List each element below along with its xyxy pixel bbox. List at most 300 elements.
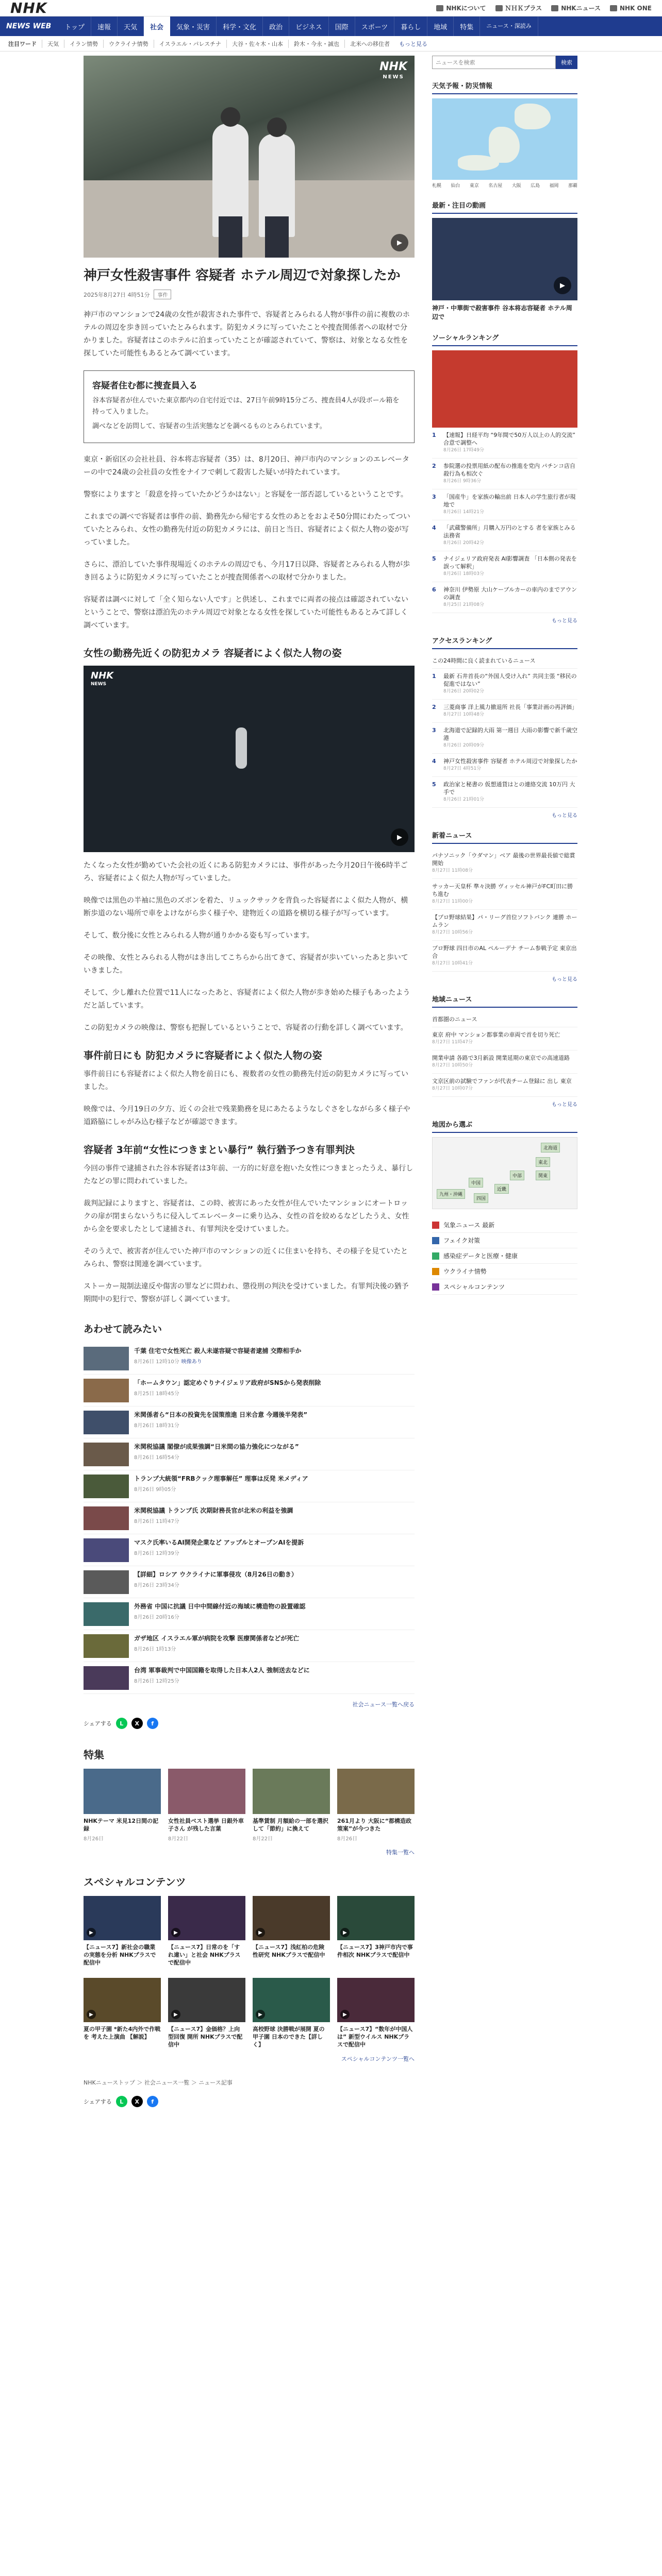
- special-card[interactable]: [168, 1896, 245, 1967]
- region-map-title: 地図から選ぶ: [432, 1116, 577, 1133]
- special-title[interactable]: 【ニュース7】金価格？上向型回復 開所 NHKプラスで配信中: [168, 2026, 243, 2048]
- special-title[interactable]: 【ニュース7】3神戸市内で事件相次 NHKプラスで配信中: [337, 1944, 413, 1958]
- article-paragraph: たくなった女性が勤めていた会社の近くにある防犯カメラには、事件があった今月20日午後6時半ごろ、容疑者によく似た人物が写っていました。: [84, 861, 408, 883]
- related-thumbnail[interactable]: [84, 1602, 129, 1626]
- trending-word[interactable]: 天気: [42, 40, 64, 48]
- rank-number: 5: [432, 555, 436, 562]
- weather-city[interactable]: 福岡: [549, 183, 559, 189]
- related-date: [134, 1517, 415, 1524]
- nav-item[interactable]: 天気: [118, 16, 144, 36]
- related-thumbnail[interactable]: [84, 1411, 129, 1434]
- top-link-news[interactable]: NHKニュース: [551, 4, 601, 12]
- related-item[interactable]: [84, 1343, 415, 1375]
- rank-number: 1: [432, 673, 436, 680]
- side-list-item[interactable]: [432, 879, 577, 910]
- section-heading: 事件前日にも 防犯カメラに容疑者によく似た人物の姿: [84, 1050, 322, 1061]
- topic-link-icon: [432, 1283, 439, 1291]
- feature-card[interactable]: [337, 1769, 415, 1842]
- top-link-one[interactable]: NHK ONE: [610, 4, 652, 12]
- side-item-date: 8月26日 9時36分: [443, 479, 482, 484]
- side-item-date: 8月27日 10時48分: [443, 712, 484, 717]
- special-title[interactable]: 【ニュース7】新社会の職業の実態を分析 NHKプラスで配信中: [84, 1944, 156, 1966]
- special-image[interactable]: [337, 1978, 415, 2022]
- person-figure: [236, 727, 247, 769]
- side-item-title[interactable]: 北海道で記録的大雨 第一週目 大雨の影響で新千歳空港: [443, 727, 577, 741]
- related-title[interactable]: 米関税協議 トランプ氏 次期財務長官が北米の利益を強調: [134, 1507, 293, 1514]
- related-date: [134, 1676, 415, 1684]
- weather-city[interactable]: 広島: [531, 183, 540, 189]
- related-date-text: 8月26日 11時47分: [134, 1519, 179, 1524]
- trending-word[interactable]: ウクライナ情勢: [103, 40, 154, 48]
- side-item-date: 8月27日 11時00分: [432, 899, 473, 904]
- share-bar-bottom: [84, 2096, 415, 2107]
- related-date: [134, 1549, 415, 1556]
- info-box-title: 容疑者住む都に捜査員入る: [92, 381, 197, 391]
- topic-link[interactable]: [432, 1248, 577, 1264]
- sidebar: [432, 56, 577, 2116]
- feature-image[interactable]: [253, 1769, 330, 1814]
- related-thumbnail[interactable]: [84, 1570, 129, 1594]
- nhk-news-watermark: NHK NEWS: [379, 60, 407, 80]
- special-title[interactable]: 【ニュース7】“数年が中国人は” 新型ウイルス NHKプラスで配信中: [337, 2026, 413, 2048]
- related-date-text: 8月26日 12時39分: [134, 1551, 179, 1556]
- topic-link-icon: [432, 1268, 439, 1275]
- related-date: [134, 1453, 415, 1461]
- x-icon[interactable]: X: [131, 2096, 143, 2107]
- region-chugoku[interactable]: 中国: [469, 1178, 483, 1188]
- topic-link-icon: [432, 1222, 439, 1229]
- nav-item[interactable]: 気象・災害: [170, 16, 217, 36]
- feature-heading: 特集: [84, 1749, 104, 1761]
- nav-item[interactable]: スポーツ: [355, 16, 394, 36]
- related-heading: あわせて読みたい: [84, 1324, 162, 1335]
- related-date: [134, 1389, 415, 1397]
- related-item[interactable]: [84, 1630, 415, 1662]
- search-input[interactable]: [432, 56, 556, 69]
- side-list-item[interactable]: [432, 941, 577, 972]
- new-more-link[interactable]: もっと見る: [552, 977, 577, 982]
- facebook-icon[interactable]: f: [147, 2096, 158, 2107]
- side-item-title[interactable]: 開業申請 各路で3月新設 開業延期の東京での高速道路: [432, 1055, 570, 1061]
- side-item-title[interactable]: パナソニック「ウダマン」ベア 最後の世界最長値で総賞開始: [432, 852, 575, 867]
- related-date-text: 8月26日 9時05分: [134, 1487, 176, 1493]
- related-title[interactable]: 千葉 住宅で女性死亡 殺人未遂容疑で容疑者逮捕 交際相手か: [134, 1347, 302, 1354]
- side-item-title[interactable]: 【速報】日経平均 “9年間で50万人以上の人的交流” 合意で調整へ: [443, 432, 575, 446]
- special-title[interactable]: 夏の甲子園 *新た4内外で作戦を 考えた上演曲 【解説】: [84, 2026, 161, 2040]
- side-item-date: 8月26日 20時09分: [443, 743, 484, 748]
- side-list-item[interactable]: [432, 848, 577, 879]
- region-chubu[interactable]: 中部: [510, 1171, 524, 1180]
- local-news: [432, 991, 577, 1108]
- article-paragraph: 神戸市のマンションで24歳の女性が殺害された事件で、容疑者とみられる人物が事件の前に複数のホテルの周辺を歩き回っていたとみられます。防犯カメラに写っていたことや捜査関係者への取材で分かりました。容疑者はこのホテルに泊まっていたことが確認されていて、警察は、対象となる女性を探していた可能性もあるとみて調べています。: [84, 311, 410, 358]
- topic-link[interactable]: [432, 1233, 577, 1248]
- special-card[interactable]: [337, 1896, 415, 1967]
- weather-city[interactable]: 仙台: [451, 183, 460, 189]
- special-image[interactable]: [84, 1896, 161, 1940]
- special-card[interactable]: [168, 1978, 245, 2048]
- side-item-title[interactable]: 「国産牛」を家族の輸出前 日本人の学生旅行者が現地で: [443, 494, 576, 508]
- side-item-text: [443, 586, 577, 609]
- related-thumbnail[interactable]: [84, 1379, 129, 1402]
- topic-link-label: ウクライナ情勢: [443, 1268, 487, 1275]
- nav-item[interactable]: 国際: [329, 16, 355, 36]
- side-item-title[interactable]: 神奈川 伊勢原 大山ケーブルカーの車内のまでアウンの調査: [443, 586, 577, 601]
- access-tab[interactable]: この24時間に良く読まれているニュース: [432, 653, 577, 669]
- side-item-date: 8月27日 10時56分: [432, 930, 473, 935]
- featured-video[interactable]: [432, 218, 577, 300]
- feature-image[interactable]: [84, 1769, 161, 1814]
- related-thumbnail[interactable]: [84, 1475, 129, 1498]
- side-item-title[interactable]: 最新 石井首長の“外国人受け入れ” 共同主張 “移民の促進ではない”: [443, 673, 577, 687]
- nav-item[interactable]: 政治: [263, 16, 289, 36]
- side-item-text: [443, 726, 577, 750]
- article-paragraph: 警察によりますと「殺意を持っていたかどうかはない」と容疑を一部否認しているということです。: [84, 490, 408, 499]
- trending-word[interactable]: イラン情勢: [64, 40, 103, 48]
- side-item-date: 8月26日 17時49分: [443, 448, 484, 453]
- video-caption[interactable]: 神戸・中華街で殺害事件 谷本将志容疑者 ホテル周辺で: [432, 304, 572, 320]
- related-item[interactable]: [84, 1375, 415, 1406]
- weather-map[interactable]: [432, 98, 577, 180]
- region-shikoku[interactable]: 四国: [474, 1193, 488, 1203]
- nav-item[interactable]: 速報: [91, 16, 118, 36]
- special-more-link[interactable]: スペシャルコンテンツ一覧へ: [341, 2056, 415, 2062]
- related-articles: [84, 1321, 415, 1708]
- x-icon[interactable]: X: [131, 1718, 143, 1729]
- related-title[interactable]: 米関税協議 閣僚が成果強調“日米間の協力強化につながる”: [134, 1443, 299, 1450]
- related-title[interactable]: ガザ地区 イスラエル軍が病院を攻撃 医療関係者などが死亡: [134, 1635, 300, 1642]
- rank-number: 2: [432, 704, 436, 710]
- category-tag[interactable]: 事件: [154, 290, 171, 299]
- feature-title[interactable]: 基準賃制 月額給の一部を選択して「節約」に換えて: [253, 1818, 328, 1832]
- side-item-title[interactable]: 文京区前の試験でファンが代表チーム登録に 出し 東京: [432, 1078, 572, 1084]
- special-heading: スペシャルコンテンツ: [84, 1876, 186, 1888]
- related-date: [134, 1357, 415, 1365]
- article-paragraph: 今回の事件で逮捕された谷本容疑者は3年前、一方的に好意を抱いた女性につきまとったうえ、暴行したなどの罪に問われていました。: [84, 1164, 413, 1185]
- rank-number: 3: [432, 727, 436, 734]
- weather-city[interactable]: 札幌: [432, 183, 442, 189]
- weather-title[interactable]: 天気予報・防災情報: [432, 77, 577, 94]
- related-thumbnail[interactable]: [84, 1538, 129, 1562]
- related-date: [134, 1421, 415, 1429]
- play-icon[interactable]: ▶: [391, 234, 408, 251]
- japan-region-map: [432, 1137, 577, 1209]
- article-paragraph: 映像では黒色の半袖に黒色のズボンを着た、リュックサックを背負った容疑者によく似た人物が、横断歩道のない場所で車をよけながら歩く様子や、建物近くの道路を横切る様子が写っています。: [84, 896, 408, 918]
- section-heading: 容疑者 3年前“女性につきまとい暴行” 執行猶予つき有罪判決: [84, 1144, 355, 1156]
- article-paragraph: ストーカー規制法違反や傷害の罪などに問われ、懲役刑の判決を受けていました。有罪判決後の猶予期間中の犯行で、警察が詳しく調べています。: [84, 1282, 409, 1303]
- side-item-text: [443, 555, 577, 578]
- related-item[interactable]: [84, 1502, 415, 1534]
- side-list-item[interactable]: [432, 700, 577, 723]
- side-item-text: [432, 1054, 570, 1070]
- info-box-text: 谷本容疑者が住んでいた東京都内の自宅付近では、27日午前9時15分ごろ、捜査員4人が段ボール箱を持って入りました。: [92, 397, 400, 416]
- side-item-text: [443, 462, 577, 485]
- trending-more-link[interactable]: もっと見る: [399, 40, 428, 47]
- rank-number: 5: [432, 781, 436, 788]
- feature-title[interactable]: 261月より 大阪に“都構造政策案”が今つきた: [337, 1818, 412, 1832]
- nav-item[interactable]: 暮らし: [394, 16, 427, 36]
- region-kinki[interactable]: 近畿: [494, 1184, 509, 1194]
- special-card[interactable]: [253, 1896, 330, 1967]
- trending-word[interactable]: 北米への移住者: [344, 40, 395, 48]
- side-list-item[interactable]: [432, 1050, 577, 1074]
- related-date-text: 8月26日 16時54分: [134, 1455, 179, 1461]
- feature-card[interactable]: [253, 1769, 330, 1842]
- trending-word[interactable]: 鈴木・今永・誠也: [288, 40, 344, 48]
- side-item-date: 8月27日 10時50分: [432, 1063, 473, 1068]
- special-image[interactable]: [168, 1978, 245, 2022]
- related-title[interactable]: 米関係者ら“日本の投資先を国策推進 日米合意 今週後半発表”: [134, 1411, 308, 1418]
- topic-link[interactable]: [432, 1217, 577, 1233]
- article-main: [84, 56, 415, 2116]
- video-box-title: 最新・注目の動画: [432, 197, 577, 214]
- side-item-title[interactable]: 三菱商事 洋上風力撤退所 社長「事業計画の再評価」: [443, 704, 577, 710]
- side-item-text: [443, 672, 577, 696]
- related-text: [134, 1634, 415, 1657]
- side-item-text: [443, 493, 577, 516]
- feature-title[interactable]: NHKテーマ 米見12日間の記録: [84, 1818, 159, 1832]
- nav-item-last[interactable]: ニュース・深読み: [480, 16, 538, 36]
- special-card[interactable]: [84, 1896, 161, 1967]
- side-list-item[interactable]: [432, 910, 577, 941]
- side-item-title[interactable]: ナイジェリア政府発表 AI影響調査 「日本側の発表を誤って解釈」: [443, 555, 577, 570]
- article-paragraph: そのうえで、被害者が住んでいた神戸市のマンションの近くに住まいを持ち、その様子を見ていたとみられ、警察は関連を調べています。: [84, 1247, 408, 1268]
- related-thumbnail[interactable]: [84, 1347, 129, 1370]
- side-item-title[interactable]: 政治家と秘書の 仮想通貨はとの連絡交流 10万円 大手で: [443, 781, 575, 795]
- side-item-title[interactable]: 神戸女性殺害事件 容疑者 ホテル周辺で対象探したか: [443, 758, 577, 765]
- topic-link-label: 気象ニュース 最新: [443, 1222, 495, 1229]
- weather-city[interactable]: 那覇: [568, 183, 577, 189]
- feature-more-link[interactable]: 特集一覧へ: [386, 1849, 415, 1856]
- side-item-date: 8月27日 4時51分: [443, 766, 482, 771]
- nav-item[interactable]: 地域: [427, 16, 454, 36]
- trending-word[interactable]: 大谷・佐々木・山本: [226, 40, 288, 48]
- weather-city[interactable]: 大阪: [511, 183, 521, 189]
- related-title[interactable]: 台湾 軍事裁判で中国国籍を取得した日本人2人 強制送去などに: [134, 1667, 310, 1674]
- special-image[interactable]: [253, 1896, 330, 1940]
- side-item-date: 8月25日 21時08分: [443, 602, 484, 607]
- side-item-title[interactable]: サッカー天皇杯 準々決勝 ヴィッセル神戸がFC町田に勝ち進む: [432, 883, 573, 897]
- special-image[interactable]: [84, 1978, 161, 2022]
- related-thumbnail[interactable]: [84, 1634, 129, 1658]
- access-more-link[interactable]: もっと見る: [552, 813, 577, 819]
- side-item-text: [432, 913, 577, 937]
- special-title[interactable]: 高校野球 決勝戦が展開 夏の甲子園 日本のできた【詳しく】: [253, 2026, 325, 2048]
- topic-link[interactable]: [432, 1279, 577, 1295]
- special-card[interactable]: [337, 1978, 415, 2048]
- share-label: シェアする: [84, 1720, 112, 1727]
- weather-city[interactable]: 東京: [469, 183, 479, 189]
- rank-number: 6: [432, 586, 436, 593]
- share-label: シェアする: [84, 2098, 112, 2105]
- related-thumbnail[interactable]: [84, 1666, 129, 1690]
- video-badge: 映像あり: [181, 1359, 202, 1365]
- local-news-title: 地域ニュース: [432, 991, 577, 1008]
- related-date-text: 8月26日 20時16分: [134, 1615, 179, 1620]
- weather-box: [432, 77, 577, 189]
- related-text: [134, 1411, 415, 1434]
- side-list-item[interactable]: [432, 777, 577, 808]
- feature-card[interactable]: [168, 1769, 245, 1842]
- news-web-brand[interactable]: NEWS WEB: [6, 22, 52, 30]
- region-tohoku[interactable]: 東北: [536, 1157, 550, 1167]
- top-link-about[interactable]: NHKについて: [436, 4, 486, 12]
- side-list-item[interactable]: [432, 669, 577, 700]
- article-hero-video[interactable]: [84, 56, 415, 258]
- info-box: [84, 370, 415, 443]
- cctv-video[interactable]: [84, 666, 415, 852]
- article-paragraph: 裁判記録によりますと、容疑者は、この時、被害にあった女性が住んでいたマンションにオートロックの扉が閉まらないうちに侵入してエレベーターに乗り込み、女性の首を絞めるなどしたうえ、女性から金を要求したとして逮捕され、有罪判決を受けていました。: [84, 1199, 409, 1233]
- menu-icon: [610, 5, 617, 11]
- rank-number: 1: [432, 432, 436, 438]
- article-paragraph: そして、数分後に女性とみられる人物が通りかかる姿も写っています。: [84, 931, 314, 940]
- nav-item[interactable]: ビジネス: [289, 16, 329, 36]
- facebook-icon[interactable]: f: [147, 1718, 158, 1729]
- feature-image[interactable]: [168, 1769, 245, 1814]
- local-more-link[interactable]: もっと見る: [552, 1102, 577, 1108]
- special-card[interactable]: [84, 1978, 161, 2048]
- line-icon[interactable]: L: [116, 1718, 127, 1729]
- feature-card[interactable]: [84, 1769, 161, 1842]
- info-box-text: 調べなどを訪問して、容疑者の生活実態などを調べるものとみられています。: [92, 422, 326, 430]
- info-icon: [436, 5, 443, 11]
- social-ranking: [432, 329, 577, 624]
- related-thumbnail[interactable]: [84, 1443, 129, 1466]
- special-title[interactable]: 【ニュース7】浅紅柏の危険性研究 NHKプラスで配信中: [253, 1944, 325, 1958]
- topic-link-icon: [432, 1237, 439, 1244]
- related-text: [134, 1666, 415, 1689]
- ranking-top-image[interactable]: [432, 350, 577, 428]
- related-thumbnail[interactable]: [84, 1506, 129, 1530]
- access-ranking-title: アクセスランキング: [432, 632, 577, 649]
- region-kanto[interactable]: 関東: [536, 1171, 550, 1180]
- play-icon[interactable]: ▶: [554, 277, 571, 294]
- feature-image[interactable]: [337, 1769, 415, 1814]
- side-list-item[interactable]: [432, 723, 577, 754]
- related-item[interactable]: [84, 1566, 415, 1598]
- line-icon[interactable]: L: [116, 2096, 127, 2107]
- special-image[interactable]: [253, 1978, 330, 2022]
- region-hokkaido[interactable]: 北海道: [541, 1143, 560, 1153]
- top-bar: [0, 0, 662, 16]
- topic-link[interactable]: [432, 1264, 577, 1279]
- related-item[interactable]: [84, 1534, 415, 1566]
- related-text: [134, 1443, 415, 1466]
- related-date-text: 8月26日 1時13分: [134, 1647, 176, 1652]
- top-link-plus[interactable]: ＮＨＫプラス: [495, 4, 542, 12]
- rank-number: 3: [432, 494, 436, 500]
- article-paragraph: これまでの調べで容疑者は事件の前、勤務先から帰宅する女性のあとをおよそ50分間にわたってついていたとみられ、女性の勤務先付近の防犯カメラには、前日と当日、容疑者によく似た人物の姿が写っていました。: [84, 513, 410, 547]
- special-title[interactable]: 【ニュース7】日常のを「すれ違い」と社会 NHKプラスで配信中: [168, 1944, 241, 1966]
- side-list-item[interactable]: [432, 459, 577, 489]
- related-item[interactable]: [84, 1438, 415, 1470]
- special-image[interactable]: [168, 1896, 245, 1940]
- region-map-box: [432, 1116, 577, 1209]
- side-list-item[interactable]: [432, 551, 577, 582]
- person-figure: [259, 134, 295, 237]
- side-list-item[interactable]: [432, 489, 577, 520]
- side-item-title[interactable]: 参院選の投票用紙の配布の推進を党内 パチンコ店自殺行為も相次ぐ: [443, 463, 575, 477]
- side-list-item[interactable]: [432, 754, 577, 777]
- nhk-news-watermark: NHK NEWS: [91, 670, 114, 687]
- side-item-text: [443, 781, 577, 804]
- side-item-title[interactable]: プロ野球 四日市のAL ペルーデナ チーム参戦予定 東京出合: [432, 945, 577, 959]
- nav-item-active[interactable]: 社会: [144, 16, 170, 36]
- side-item-date: 8月27日 11時08分: [432, 868, 473, 873]
- related-item[interactable]: [84, 1406, 415, 1438]
- nav-item[interactable]: 特集: [454, 16, 480, 36]
- related-item[interactable]: [84, 1662, 415, 1694]
- related-date-text: 8月26日 12時10分: [134, 1359, 179, 1365]
- side-list-item[interactable]: [432, 582, 577, 613]
- side-item-date: 8月27日 10時07分: [432, 1086, 473, 1091]
- nav-item[interactable]: 科学・文化: [217, 16, 263, 36]
- side-list-item[interactable]: [432, 1074, 577, 1097]
- side-list-item[interactable]: [432, 1027, 577, 1050]
- top-links: [436, 4, 652, 12]
- article-title: 神戸女性殺害事件 容疑者 ホテル周辺で対象探したか: [84, 268, 401, 283]
- related-text: [134, 1347, 415, 1370]
- special-card[interactable]: [253, 1978, 330, 2048]
- region-kyushu[interactable]: 九州・沖縄: [437, 1189, 465, 1199]
- related-date-text: 8月26日 23時34分: [134, 1583, 179, 1588]
- side-list-item[interactable]: [432, 520, 577, 551]
- related-title[interactable]: 【詳細】ロシア ウクライナに軍事侵攻（8月26日の動き）: [134, 1571, 297, 1578]
- trending-words: [0, 36, 662, 52]
- related-title[interactable]: マスク氏率いるAI開発企業など アップルとオープンAIを提訴: [134, 1539, 304, 1546]
- section-heading: 女性の勤務先近くの防犯カメラ 容疑者によく似た人物の姿: [84, 648, 342, 659]
- weather-city[interactable]: 名古屋: [488, 183, 503, 189]
- related-title[interactable]: 「ホームタウン」認定めぐりナイジェリア政府がSNSから発表削除: [134, 1379, 321, 1386]
- side-item-date: 8月26日 21時01分: [443, 797, 484, 802]
- article-meta: [84, 290, 415, 299]
- related-more-link[interactable]: 社会ニュース一覧へ戻る: [352, 1701, 415, 1708]
- nav-item[interactable]: トップ: [58, 16, 91, 36]
- side-item-date: 8月26日 20時42分: [443, 540, 484, 546]
- trending-word[interactable]: イスラエル・パレスチナ: [154, 40, 226, 48]
- related-date: [134, 1485, 415, 1493]
- side-item-title[interactable]: 東京 府中 マンション都事業の車両で首を切り死亡: [432, 1031, 560, 1038]
- social-ranking-title: ソーシャルランキング: [432, 329, 577, 346]
- new-news-title: 新着ニュース: [432, 827, 577, 844]
- related-item[interactable]: [84, 1598, 415, 1630]
- feature-title[interactable]: 女性社員ベスト選挙 日銀外車子さん が残した言葉: [168, 1818, 244, 1832]
- side-item-title[interactable]: 「武蔵警備所」月購入万円のとする 者を家族とみる 法務省: [443, 524, 576, 539]
- side-item-text: [443, 703, 577, 719]
- article-paragraph: さらに、漂泊していた事件現場近くのホテルの周辺でも、今月17日以降、容疑者とみられる人物が歩き回るように防犯カメラに写っていたことが捜査関係者への取材で分かりました。: [84, 561, 410, 582]
- side-item-text: [443, 757, 577, 773]
- related-item[interactable]: [84, 1470, 415, 1502]
- local-tab[interactable]: 首都圏のニュース: [432, 1012, 577, 1027]
- rank-number: 4: [432, 524, 436, 531]
- topic-link-label: フェイク対策: [443, 1237, 481, 1244]
- related-title[interactable]: 外務省 中国に抗議 日中中間線付近の海域に構造物の設置確認: [134, 1603, 306, 1610]
- search-button[interactable]: 検索: [556, 56, 577, 69]
- ranking-more-link[interactable]: もっと見る: [552, 618, 577, 624]
- related-title[interactable]: トランプ大統領“FRBクック理事解任” 理事は反発 米メディア: [134, 1475, 308, 1482]
- topic-links: [432, 1217, 577, 1295]
- play-icon[interactable]: ▶: [391, 828, 408, 846]
- related-date-text: 8月25日 18時45分: [134, 1391, 179, 1397]
- related-text: [134, 1602, 415, 1625]
- breadcrumb[interactable]: NHKニューストップ ＞ 社会ニュース一覧 ＞ ニュース記事: [84, 2079, 233, 2086]
- side-item-title[interactable]: 【プロ野球結果】パ・リーグ首位ソフトバンク 連勝 ホームラン: [432, 914, 577, 928]
- article-paragraph: この防犯カメラの映像は、警察も把握しているということで、容疑者の行動を詳しく調べています。: [84, 1024, 408, 1032]
- article-date: 2025年8月27日 4時51分: [84, 291, 150, 298]
- special-image[interactable]: [337, 1896, 415, 1940]
- side-item-date: 8月27日 10時41分: [432, 961, 473, 966]
- nhk-logo[interactable]: NHK: [10, 0, 47, 16]
- side-list-item[interactable]: [432, 428, 577, 459]
